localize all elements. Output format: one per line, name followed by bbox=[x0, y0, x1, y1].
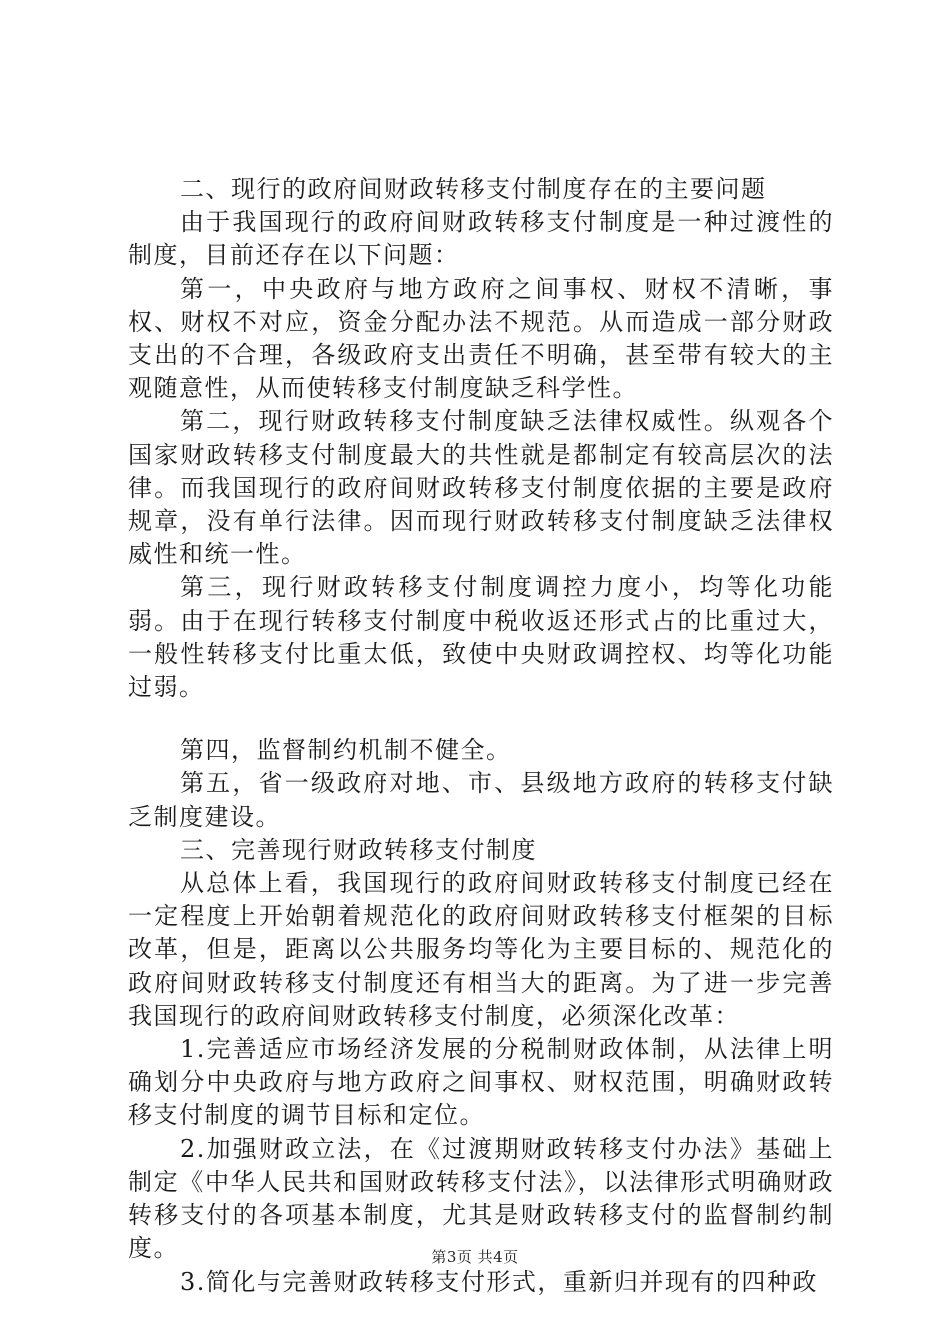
paragraph-spacer bbox=[128, 704, 834, 734]
paragraph-point-4: 第四，监督制约机制不健全。 bbox=[180, 736, 512, 765]
paragraph-measure-2: 2.加强财政立法，在《过渡期财政转移支付办法》基础上制定《中华人民共和国财政转移支付法》，以法律形式明确财政转移支付的各项基本制度，尤其是财政转移支付的监督制约制度。 bbox=[128, 1134, 834, 1263]
paragraph-measure-3: 3.简化与完善财政转移支付形式，重新归并现有的四种政 bbox=[180, 1267, 818, 1296]
paragraph-overview: 从总体上看，我国现行的政府间财政转移支付制度已经在一定程度上开始朝着规范化的政府间财政转移支付框架的目标改革，但是，距离以公共服务均等化为主要目标的、规范化的政府间财政转移支付制度还有相当大的距离。为了进一步完善我国现行的政府间财政转移支付制度，必须深化改革： bbox=[128, 869, 834, 1030]
paragraph-point-2: 第二，现行财政转移支付制度缺乏法律权威性。纵观各个国家财政转移支付制度最大的共性就是都制定有较高层次的法律。而我国现行的政府间财政转移支付制度依据的主要是政府规章，没有单行法律。因而现行财政转移支付制度缺乏法律权威性和统一性。 bbox=[128, 407, 834, 569]
document-body bbox=[128, 173, 834, 1299]
section-heading-improvements: 三、完善现行财政转移支付制度 bbox=[180, 835, 537, 864]
paragraph-point-1: 第一，中央政府与地方政府之间事权、财权不清晰，事权、财权不对应，资金分配办法不规范。从而造成一部分财政支出的不合理，各级政府支出责任不明确，甚至带有较大的主观随意性，从而使转移支付制度缺乏科学性。 bbox=[128, 274, 834, 403]
section-heading-problems: 二、现行的政府间财政转移支付制度存在的主要问题 bbox=[180, 175, 767, 203]
paragraph-intro: 由于我国现行的政府间财政转移支付制度是一种过渡性的制度，目前还存在以下问题： bbox=[128, 208, 834, 270]
page-number-footer: 第3页 共4页 bbox=[431, 1248, 519, 1266]
paragraph-point-3: 第三，现行财政转移支付制度调控力度小，均等化功能弱。由于在现行转移支付制度中税收返还形式占的比重过大，一般性转移支付比重太低，致使中央财政调控权、均等化功能过弱。 bbox=[128, 573, 834, 702]
paragraph-point-5: 第五，省一级政府对地、市、县级地方政府的转移支付缺乏制度建设。 bbox=[128, 769, 834, 831]
paragraph-measure-1: 1.完善适应市场经济发展的分税制财政体制，从法律上明确划分中央政府与地方政府之间事权、财权范围，明确财政转移支付制度的调节目标和定位。 bbox=[128, 1035, 834, 1130]
